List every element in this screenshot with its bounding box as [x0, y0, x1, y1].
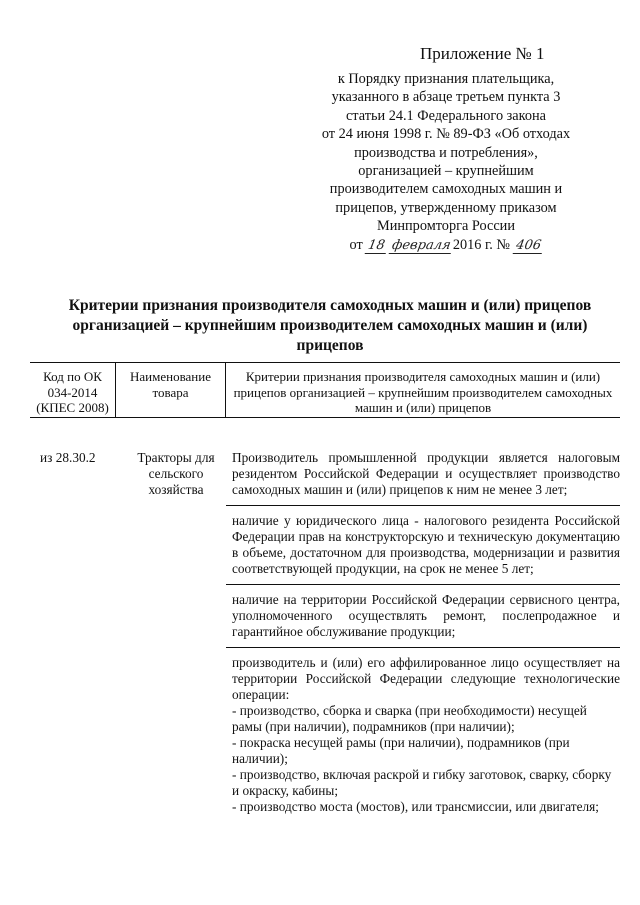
order-month-handwritten: февраля: [389, 239, 454, 254]
appendix-line: статьи 24.1 Федерального закона: [345, 107, 547, 124]
row-goods: Тракторы для сельского хозяйства: [137, 450, 215, 497]
row-code: из 28.30.2: [40, 450, 96, 465]
table-header-row: [30, 362, 620, 418]
appendix-line: от 24 июня 1998 г. № 89-ФЗ «Об отходах: [321, 126, 571, 143]
document-title: Критерии признания производителя самоходных машин и (или) прицепов организацией – крупнейшим производителем самоходных машин и (или) прицепов: [68, 297, 592, 354]
appendix-number: Приложение № 1: [420, 44, 545, 63]
criterion-item: [226, 450, 620, 505]
criterion-text: Производитель промышленной продукции является налоговым резидентом Российской Федерации и осуществляет производство самоходных машин и (или) прицепов к ним не менее 3 лет;: [232, 450, 620, 497]
operations-intro: производитель и (или) его аффилированное лицо осуществляет на территории Российской Федерации следующие технологические операции:: [232, 655, 620, 702]
operation-item: - производство, сборка и сварка (при необходимости) несущей рамы (при наличии), подрамников (при наличии);: [232, 703, 587, 734]
criterion-text: наличие на территории Российской Федерации сервисного центра, уполномоченного осуществлять ремонт, послепродажное и гарантийное обслуживание продукции;: [232, 592, 620, 639]
order-date-prefix: от: [349, 236, 363, 253]
order-date-line: [318, 236, 574, 254]
criterion-operations: [226, 647, 620, 822]
criterion-item: [226, 584, 620, 647]
operation-item: - покраска несущей рамы (при наличии), подрамников (при наличии);: [232, 735, 570, 766]
appendix-line: производителем самоходных машин и: [329, 181, 563, 198]
order-day-handwritten: 18: [365, 239, 388, 254]
appendix-line: производства и потребления»,: [354, 144, 538, 161]
appendix-line: Минпромторга России: [377, 218, 515, 235]
criterion-item: [226, 505, 620, 584]
appendix-reference: [318, 70, 574, 254]
appendix-line: организацией – крупнейшим: [358, 163, 534, 180]
order-number-handwritten: 406: [512, 239, 543, 254]
criteria-table: [30, 362, 620, 814]
header-code: Код по ОК 034-2014 (КПЕС 2008): [30, 363, 116, 417]
header-goods: Наименование товара: [116, 363, 226, 417]
header-criteria: Критерии признания производителя самоходных машин и (или) прицепов организацией – крупнейшим производителем самоходных машин и (или) прицепов: [233, 369, 613, 415]
appendix-line: к Порядку признания плательщика,: [337, 71, 555, 87]
operation-item: - производство моста (мостов), или трансмиссии, или двигателя;: [232, 799, 599, 814]
criterion-text: наличие у юридического лица - налогового резидента Российской Федерации прав на конструкторскую и техническую документацию в объеме, достаточном для производства, модернизации и развития соответствующей продукции, на срок не менее 5 лет;: [232, 513, 620, 576]
appendix-line: указанного в абзаце третьем пункта 3: [331, 89, 561, 106]
row-criteria: [226, 450, 620, 822]
appendix-line: прицепов, утвержденному приказом: [335, 199, 557, 216]
order-year-text: 2016 г. №: [452, 236, 511, 253]
operation-item: - производство, включая раскрой и гибку заготовок, сварку, сборку и окраску, кабины;: [232, 767, 612, 798]
